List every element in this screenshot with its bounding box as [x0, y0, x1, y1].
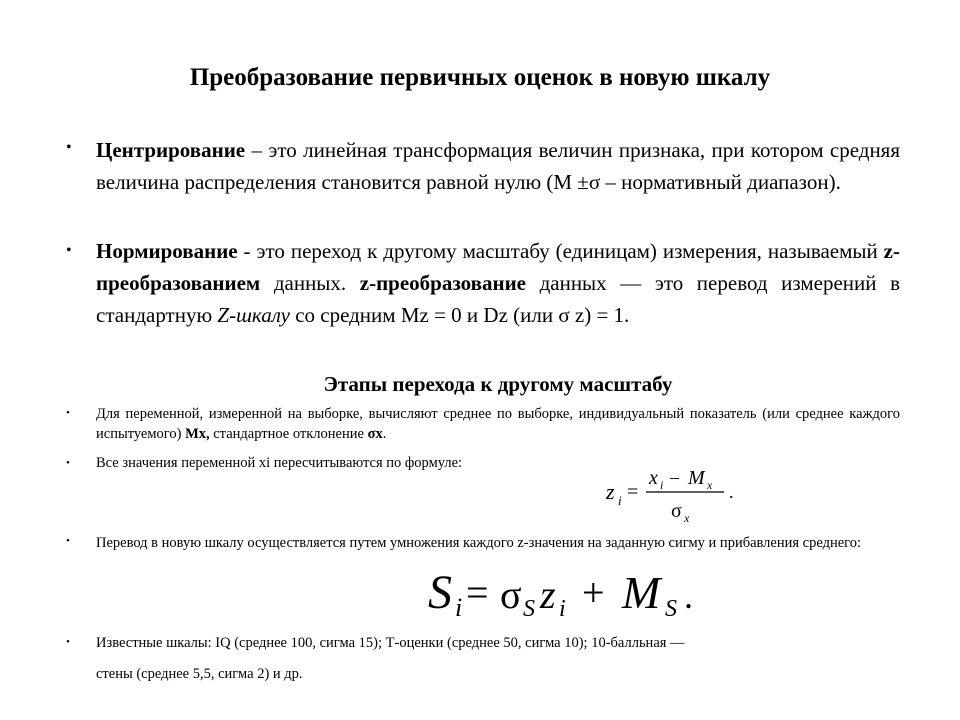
formula-s-sub-i: i — [455, 593, 463, 622]
term-normalization: Нормирование — [96, 239, 238, 263]
formula-z-sigma-sub: x — [684, 511, 690, 525]
step1-sigma-x: σx — [367, 426, 383, 442]
normalization-text-3: данных — это перевод измерений в стандартную — [96, 271, 900, 327]
formula-z-x: x — [649, 467, 658, 489]
step-known-scales: Известные шкалы: IQ (среднее 100, сигма 15); Т-оценки (среднее 50, сигма 10); 10-балльная — — [96, 635, 685, 651]
bullet-dot: • — [66, 535, 70, 547]
formula-z-dot: . — [729, 482, 734, 502]
formula-s-z-sub: i — [559, 596, 566, 622]
formula-z-M: M — [688, 467, 705, 489]
term-centering: Центрирование — [96, 138, 246, 162]
stages-heading: Этапы перехода к другому масштабу — [323, 372, 673, 396]
bullet-dot: • — [66, 636, 70, 648]
formula-z-sigma: σ — [671, 500, 682, 522]
term-z-transform-2: z-преобразование — [359, 271, 526, 295]
bullet-dot: • — [66, 407, 70, 419]
bullet-dot: • — [66, 242, 72, 259]
formula-s-plus: + — [582, 570, 605, 615]
formula-z-minus: – — [670, 467, 679, 487]
step1-mx: Mx, — [185, 426, 210, 442]
formula-z-score — [600, 460, 750, 526]
formula-new-scale — [422, 560, 712, 622]
step-known-scales-line2: стены (среднее 5,5, сигма 2) и др. — [96, 666, 303, 682]
step-new-scale: Перевод в новую шкалу осуществляется путем умножения каждого z-значения на заданную сигму и прибавления среднего: — [96, 535, 862, 551]
paragraph-centering — [96, 134, 900, 198]
step1-text-1: Для переменной, измеренной на выборке, вычисляют среднее по выборке, индивидуальный показатель (или среднее каждого испытуемого) — [96, 406, 900, 442]
bullet-dot: • — [66, 139, 72, 156]
formula-s-sigma-sub: S — [523, 596, 535, 622]
formula-z-eq: = — [627, 481, 639, 503]
slide-title: Преобразование первичных оценок в новую шкалу — [189, 64, 771, 91]
step-compute-stats — [96, 404, 900, 444]
formula-s-M: M — [622, 567, 661, 618]
formula-s-eq: = — [466, 570, 489, 615]
formula-s-M-sub: S — [665, 596, 677, 622]
formula-s-S: S — [428, 566, 452, 619]
normalization-text-1: - это переход к другому масштабу (единицам) измерения, называемый — [237, 239, 884, 263]
formula-s-dot: . — [684, 576, 693, 616]
formula-z-x-sub: i — [660, 478, 664, 492]
z-scale-italic: Z-шкалу — [217, 303, 290, 327]
step1-text-3: . — [382, 426, 387, 442]
normalization-text-4: со средним Mz = 0 и Dz (или σ z) = 1. — [289, 303, 630, 327]
normalization-text-2: данных. — [260, 271, 360, 295]
term-z-transform: z-преобразованием — [96, 239, 900, 295]
bullet-dot: • — [66, 457, 70, 469]
formula-s-sigma: σ — [500, 572, 522, 617]
formula-s-z: z — [540, 572, 556, 617]
step-recalc: Все значения переменной xi пересчитываются по формуле: — [96, 455, 463, 471]
formula-z-sub-i: i — [618, 493, 622, 508]
centering-text: – это линейная трансформация величин признака, при котором средняя величина распределения становится равной нулю (М ±σ – нормативный диапазон). — [96, 138, 900, 194]
paragraph-normalization — [96, 235, 900, 331]
formula-z-M-sub: x — [707, 478, 713, 492]
formula-z-var: z — [606, 479, 615, 504]
step1-text-2: стандартное отклонение — [209, 426, 368, 442]
